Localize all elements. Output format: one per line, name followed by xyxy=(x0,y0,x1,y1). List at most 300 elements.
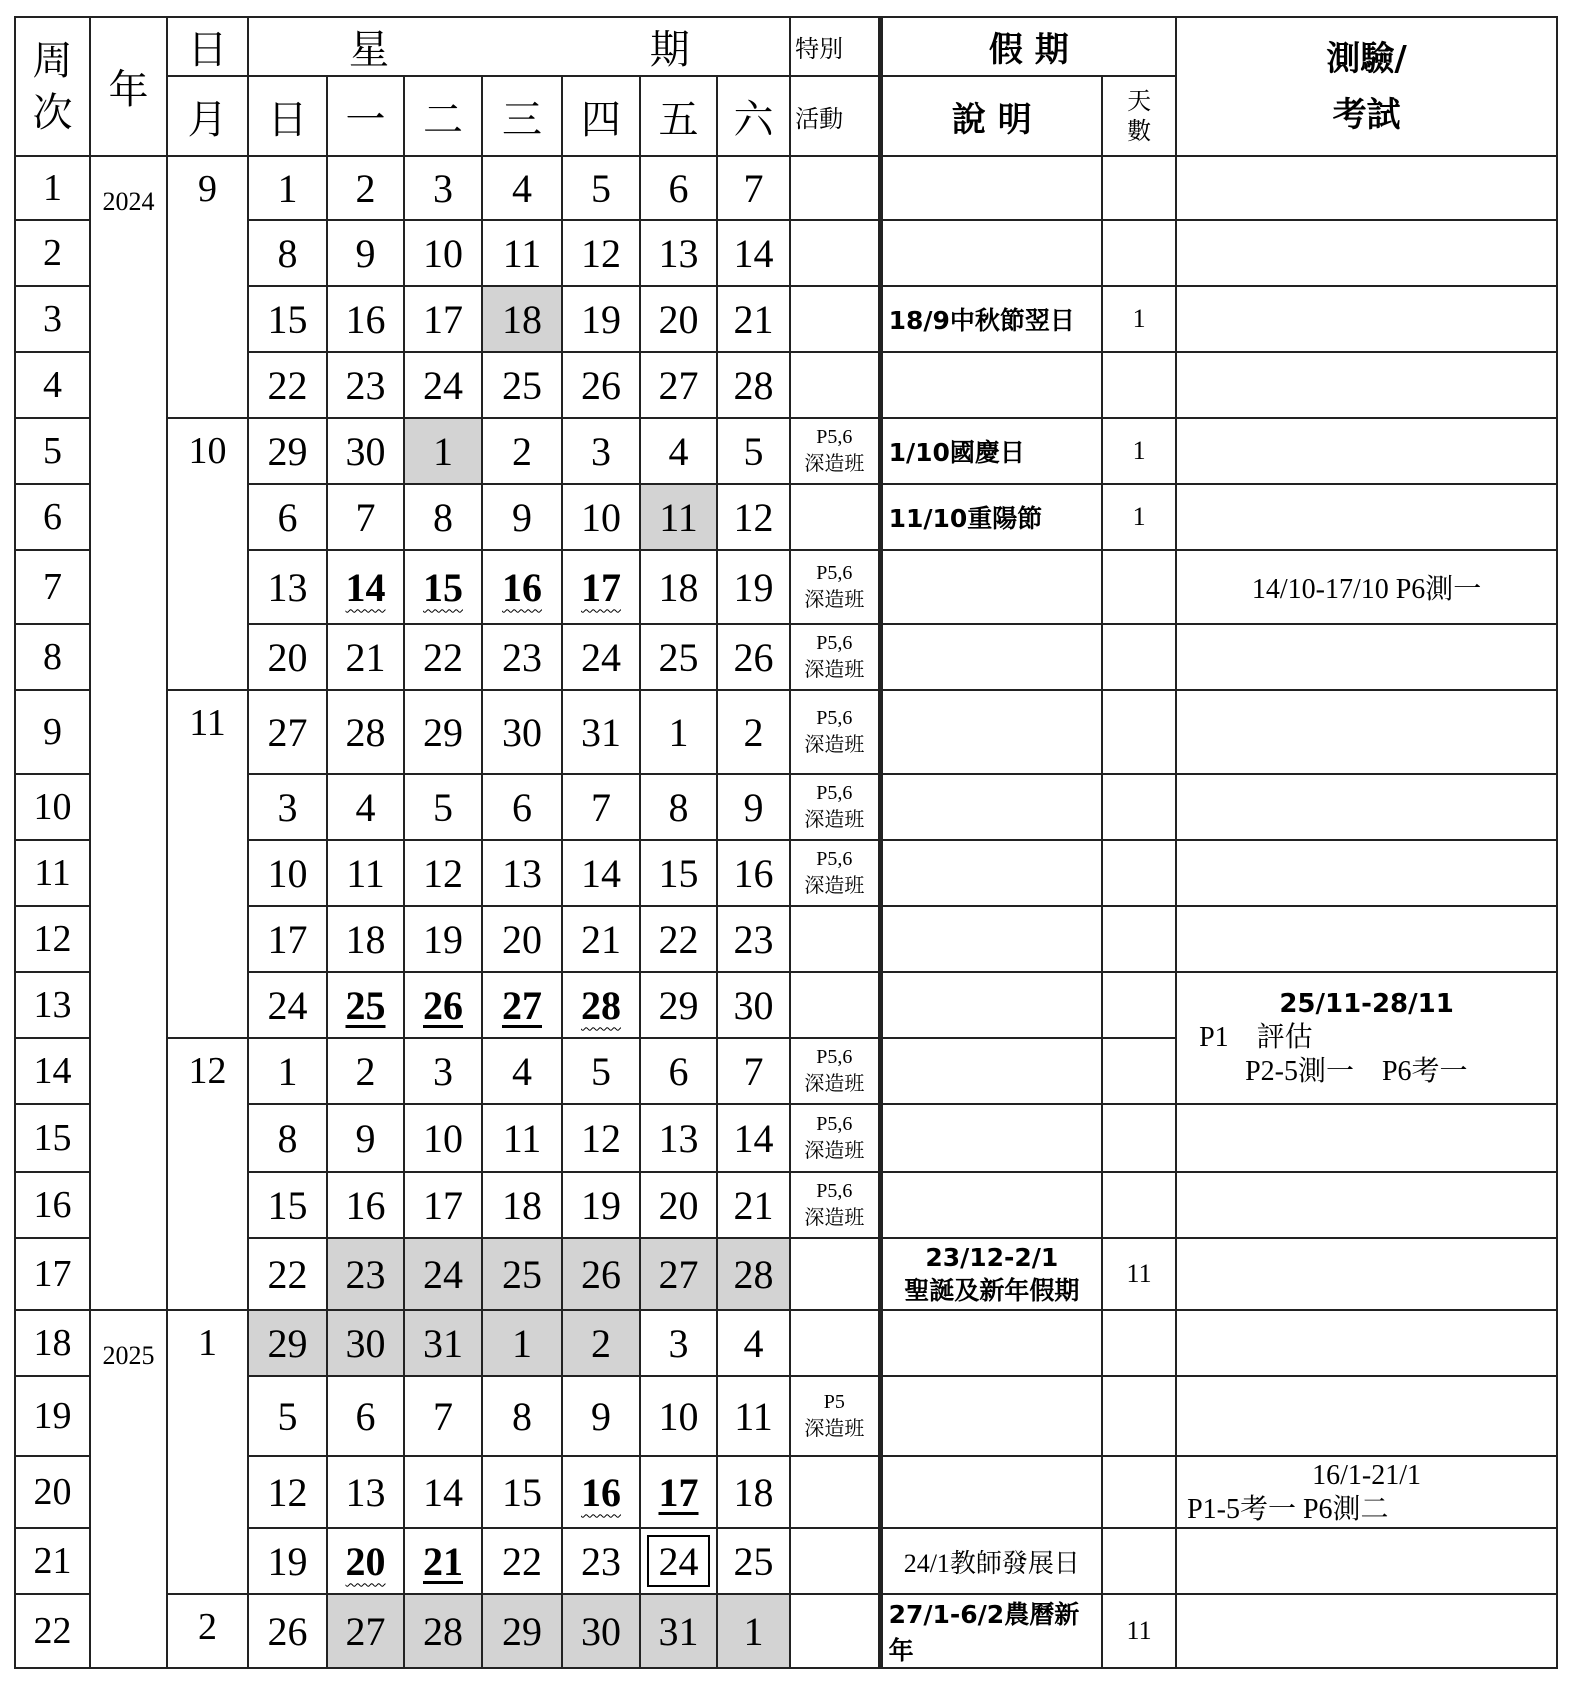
day-number: 17 xyxy=(423,1182,463,1228)
week-number: 14 xyxy=(15,1038,90,1104)
day-number: 30 xyxy=(345,1320,386,1366)
day-number: 30 xyxy=(733,982,774,1028)
special-activity-cell xyxy=(790,1594,880,1668)
special-activity-line: 深造班 xyxy=(804,659,865,681)
day-cell xyxy=(482,286,562,352)
special-activity-line: P5 xyxy=(823,1391,845,1413)
special-activity-cell xyxy=(790,418,880,484)
day-number: 24 xyxy=(267,982,308,1028)
day-number: 9 xyxy=(355,230,376,276)
special-activity-line: P5,6 xyxy=(816,632,853,654)
week-number: 12 xyxy=(15,906,90,972)
day-cell xyxy=(482,1038,562,1104)
day-number: 1 xyxy=(743,1608,764,1654)
day-cell xyxy=(717,352,790,418)
holiday-description-cell xyxy=(880,1310,1102,1376)
day-number: 7 xyxy=(433,1393,453,1439)
day-number: 12 xyxy=(581,1115,621,1161)
day-cell xyxy=(640,972,717,1038)
day-number: 5 xyxy=(433,784,453,830)
day-cell xyxy=(482,1310,562,1376)
day-cell xyxy=(640,220,717,286)
day-cell xyxy=(562,1310,640,1376)
day-cell xyxy=(562,352,640,418)
day-cell xyxy=(562,484,640,550)
day-number: 14 xyxy=(345,564,386,610)
special-activity-cell xyxy=(790,1238,880,1310)
day-cell xyxy=(717,840,790,906)
test-cell xyxy=(1176,1528,1557,1594)
day-number: 17 xyxy=(267,916,308,962)
day-number: 14 xyxy=(733,1115,774,1161)
holiday-days-cell: 1 xyxy=(1102,286,1176,352)
day-number: 2 xyxy=(355,1048,376,1094)
day-cell xyxy=(640,484,717,550)
day-cell xyxy=(327,906,404,972)
day-cell xyxy=(717,624,790,690)
week-number: 21 xyxy=(15,1528,90,1594)
day-cell xyxy=(717,1594,790,1668)
holiday-days-cell xyxy=(1102,840,1176,906)
special-activity-line: 深造班 xyxy=(804,1418,865,1440)
week-number: 22 xyxy=(15,1594,90,1668)
day-number: 25 xyxy=(345,982,386,1028)
day-number: 26 xyxy=(267,1608,308,1654)
special-activity-line: 深造班 xyxy=(804,734,865,756)
day-cell xyxy=(482,840,562,906)
holiday-description-cell xyxy=(880,690,1102,774)
day-number: 11 xyxy=(659,494,698,540)
day-cell xyxy=(404,1528,482,1594)
day-cell xyxy=(482,906,562,972)
day-cell xyxy=(248,1038,327,1104)
special-activity-cell xyxy=(790,1038,880,1104)
special-activity-header-line1: 特別 xyxy=(790,17,880,76)
day-number: 29 xyxy=(267,428,308,474)
day-cell xyxy=(327,972,404,1038)
month-cell: 9 xyxy=(167,156,248,418)
day-number: 16 xyxy=(502,564,542,610)
day-cell xyxy=(640,774,717,840)
weekday-thu: 四 xyxy=(562,76,640,156)
holiday-description-cell xyxy=(880,624,1102,690)
day-number: 16 xyxy=(733,850,774,896)
day-cell xyxy=(640,1310,717,1376)
day-number: 5 xyxy=(591,165,611,211)
day-cell xyxy=(404,352,482,418)
week-row xyxy=(15,156,1557,220)
day-number: 18 xyxy=(502,296,542,342)
day-number: 22 xyxy=(658,916,699,962)
holiday-description-cell xyxy=(880,1104,1102,1172)
special-activity-cell xyxy=(790,156,880,220)
day-number: 16 xyxy=(345,296,386,342)
day-cell xyxy=(640,624,717,690)
day-number: 22 xyxy=(502,1538,542,1584)
week-number: 11 xyxy=(15,840,90,906)
day-cell xyxy=(717,1528,790,1594)
day-number: 10 xyxy=(267,850,308,896)
day-number: 12 xyxy=(733,494,774,540)
test-cell xyxy=(1176,1456,1557,1528)
day-cell xyxy=(717,1038,790,1104)
day-cell xyxy=(562,1172,640,1238)
day-cell xyxy=(248,352,327,418)
day-number: 18 xyxy=(345,916,386,962)
test-header-line1: 測驗/ xyxy=(1326,38,1407,79)
month-header: 月 xyxy=(167,76,248,156)
day-cell xyxy=(327,352,404,418)
special-activity-line: 深造班 xyxy=(804,875,865,897)
test-cell xyxy=(1176,1594,1557,1668)
day-cell xyxy=(404,1238,482,1310)
day-number: 26 xyxy=(581,1251,621,1297)
holiday-days-cell xyxy=(1102,906,1176,972)
holiday-description-cell xyxy=(880,220,1102,286)
holiday-description-cell: 27/1-6/2農曆新年 xyxy=(880,1594,1102,1668)
week-number: 6 xyxy=(15,484,90,550)
week-number: 5 xyxy=(15,418,90,484)
day-number: 6 xyxy=(355,1393,376,1439)
holiday-description-cell xyxy=(880,352,1102,418)
day-cell xyxy=(640,690,717,774)
day-cell xyxy=(562,1594,640,1668)
day-cell xyxy=(482,1172,562,1238)
day-number: 4 xyxy=(512,1048,532,1094)
holiday-description-cell xyxy=(880,840,1102,906)
day-cell xyxy=(248,1238,327,1310)
month-cell: 1 xyxy=(167,1310,248,1594)
test-cell xyxy=(1176,1172,1557,1238)
holiday-days-cell xyxy=(1102,774,1176,840)
day-cell xyxy=(248,286,327,352)
day-cell xyxy=(562,1038,640,1104)
test-cell xyxy=(1176,286,1557,352)
day-cell xyxy=(404,690,482,774)
day-cell xyxy=(482,1594,562,1668)
holiday-description-cell xyxy=(880,550,1102,624)
week-number: 17 xyxy=(15,1238,90,1310)
day-number: 4 xyxy=(355,784,376,830)
week-number: 1 xyxy=(15,156,90,220)
day-number: 20 xyxy=(502,916,542,962)
special-activity-cell xyxy=(790,624,880,690)
year-cell: 2024 xyxy=(90,156,167,1310)
day-number: 7 xyxy=(743,1048,764,1094)
day-cell xyxy=(404,286,482,352)
day-number: 30 xyxy=(502,709,542,755)
day-number: 8 xyxy=(277,230,298,276)
holiday-description-cell: 11/10重陽節 xyxy=(880,484,1102,550)
day-number: 16 xyxy=(345,1182,386,1228)
holiday-days-cell xyxy=(1102,624,1176,690)
holiday-description-cell xyxy=(880,1238,1102,1310)
day-number: 9 xyxy=(355,1115,376,1161)
day-number: 19 xyxy=(581,296,621,342)
day-cell xyxy=(248,1456,327,1528)
day-cell xyxy=(640,1456,717,1528)
day-cell xyxy=(717,220,790,286)
day-cell xyxy=(717,550,790,624)
day-number: 13 xyxy=(658,1115,699,1161)
day-number: 14 xyxy=(733,230,774,276)
day-number: 1 xyxy=(277,165,298,211)
day-cell xyxy=(404,1594,482,1668)
day-cell xyxy=(482,1376,562,1456)
day-cell xyxy=(327,774,404,840)
day-cell xyxy=(248,774,327,840)
holiday-description-cell xyxy=(880,774,1102,840)
day-cell xyxy=(482,1104,562,1172)
special-activity-line: 深造班 xyxy=(804,1140,865,1162)
special-activity-cell xyxy=(790,220,880,286)
test-line: 16/1-21/1 xyxy=(1312,1460,1422,1491)
day-cell xyxy=(248,1376,327,1456)
test-cell xyxy=(1176,1376,1557,1456)
day-cell xyxy=(562,1104,640,1172)
day-number: 4 xyxy=(668,428,689,474)
week-number: 8 xyxy=(15,624,90,690)
day-cell xyxy=(404,906,482,972)
day-number: 10 xyxy=(423,1115,463,1161)
holiday-days-cell xyxy=(1102,1528,1176,1594)
day-cell xyxy=(562,906,640,972)
day-cell xyxy=(482,690,562,774)
week-number: 18 xyxy=(15,1310,90,1376)
day-number: 21 xyxy=(733,1182,774,1228)
day-number: 31 xyxy=(658,1608,699,1654)
day-cell xyxy=(404,840,482,906)
day-number: 23 xyxy=(502,634,542,680)
day-number: 28 xyxy=(733,1251,774,1297)
day-cell xyxy=(248,418,327,484)
day-cell xyxy=(248,1594,327,1668)
test-line: P1-5考一 P6測二 xyxy=(1187,1494,1389,1525)
day-number: 26 xyxy=(733,634,774,680)
day-cell xyxy=(717,156,790,220)
week-row xyxy=(15,418,1557,484)
day-cell xyxy=(640,1594,717,1668)
day-cell xyxy=(640,1238,717,1310)
day-cell xyxy=(562,840,640,906)
day-number: 25 xyxy=(658,634,699,680)
holiday-days-header-line1: 天 xyxy=(1127,87,1152,115)
day-cell xyxy=(482,774,562,840)
day-number: 3 xyxy=(591,428,611,474)
day-cell xyxy=(717,1376,790,1456)
day-cell xyxy=(482,1238,562,1310)
day-number: 9 xyxy=(512,494,532,540)
day-cell xyxy=(717,1172,790,1238)
month-cell: 10 xyxy=(167,418,248,690)
special-activity-cell xyxy=(790,774,880,840)
calendar-body xyxy=(15,156,1557,1668)
day-number: 7 xyxy=(355,494,376,540)
day-cell xyxy=(404,1038,482,1104)
day-number: 27 xyxy=(658,362,699,408)
day-number: 1 xyxy=(277,1048,298,1094)
day-cell xyxy=(248,624,327,690)
test-header-line2: 考試 xyxy=(1332,94,1401,135)
day-cell xyxy=(404,972,482,1038)
day-number: 27 xyxy=(267,709,308,755)
day-number: 27 xyxy=(345,1608,386,1654)
day-number: 29 xyxy=(423,709,463,755)
day-number: 19 xyxy=(733,564,774,610)
day-cell xyxy=(562,418,640,484)
special-activity-cell xyxy=(790,1376,880,1456)
day-number: 28 xyxy=(581,982,621,1028)
day-cell xyxy=(717,418,790,484)
holiday-description-line: 23/12-2/1 xyxy=(925,1243,1059,1272)
day-cell xyxy=(248,1310,327,1376)
day-cell xyxy=(562,690,640,774)
day-number: 22 xyxy=(267,362,308,408)
week-number: 2 xyxy=(15,220,90,286)
day-cell xyxy=(327,1038,404,1104)
day-number: 5 xyxy=(277,1393,298,1439)
day-number: 17 xyxy=(423,296,463,342)
holiday-days-cell xyxy=(1102,550,1176,624)
test-cell xyxy=(1176,1238,1557,1310)
day-number: 8 xyxy=(668,784,689,830)
day-cell xyxy=(717,972,790,1038)
week-number: 20 xyxy=(15,1456,90,1528)
holiday-days-cell xyxy=(1102,690,1176,774)
test-cell: 14/10-17/10 P6測一 xyxy=(1176,550,1557,624)
day-number: 23 xyxy=(345,1251,386,1297)
day-number: 5 xyxy=(743,428,764,474)
holiday-description-line: 聖誕及新年假期 xyxy=(904,1276,1080,1305)
special-activity-header-line2: 活動 xyxy=(790,76,880,156)
day-cell xyxy=(717,1456,790,1528)
special-activity-cell xyxy=(790,352,880,418)
day-cell xyxy=(640,418,717,484)
day-cell xyxy=(640,1038,717,1104)
holiday-description-cell: 1/10國慶日 xyxy=(880,418,1102,484)
test-cell xyxy=(1176,774,1557,840)
day-number: 21 xyxy=(345,634,386,680)
day-number: 26 xyxy=(581,362,621,408)
day-cell xyxy=(562,624,640,690)
test-cell xyxy=(1176,156,1557,220)
day-cell xyxy=(404,1456,482,1528)
day-cell xyxy=(327,1104,404,1172)
day-number: 12 xyxy=(423,850,463,896)
day-cell xyxy=(482,220,562,286)
special-activity-line: P5,6 xyxy=(816,848,853,870)
day-number: 1 xyxy=(512,1320,532,1366)
day-number: 13 xyxy=(345,1469,386,1515)
special-activity-cell xyxy=(790,840,880,906)
day-number: 25 xyxy=(502,362,542,408)
test-cell xyxy=(1176,1310,1557,1376)
day-cell xyxy=(482,418,562,484)
holiday-description-cell xyxy=(880,156,1102,220)
holiday-days-cell xyxy=(1102,972,1176,1038)
special-activity-cell xyxy=(790,1310,880,1376)
special-activity-cell xyxy=(790,1172,880,1238)
day-number: 29 xyxy=(267,1320,308,1366)
week-number: 13 xyxy=(15,972,90,1038)
holiday-days-cell: 11 xyxy=(1102,1238,1176,1310)
week-number: 9 xyxy=(15,690,90,774)
weekday-group-header xyxy=(248,17,790,76)
day-number: 13 xyxy=(502,850,542,896)
day-number: 21 xyxy=(733,296,774,342)
day-number: 19 xyxy=(423,916,463,962)
day-number: 20 xyxy=(658,1182,699,1228)
day-number: 7 xyxy=(591,784,611,830)
special-activity-line: P5,6 xyxy=(816,1180,853,1202)
holiday-days-cell xyxy=(1102,220,1176,286)
special-activity-cell xyxy=(790,972,880,1038)
holiday-days-header-line2: 數 xyxy=(1127,117,1152,145)
day-cell xyxy=(562,774,640,840)
day-cell xyxy=(482,972,562,1038)
month-cell: 12 xyxy=(167,1038,248,1310)
day-cell xyxy=(717,484,790,550)
day-number: 15 xyxy=(267,1182,308,1228)
day-number: 3 xyxy=(277,784,298,830)
day-cell xyxy=(248,972,327,1038)
day-cell xyxy=(482,484,562,550)
holiday-days-header xyxy=(1102,76,1176,156)
xing-char: 星 xyxy=(349,27,389,73)
day-cell xyxy=(482,550,562,624)
day-cell xyxy=(717,286,790,352)
day-number: 16 xyxy=(581,1469,621,1515)
day-cell xyxy=(327,484,404,550)
year-header: 年 xyxy=(90,17,167,156)
day-cell xyxy=(562,972,640,1038)
day-number: 4 xyxy=(743,1320,764,1366)
day-number: 23 xyxy=(581,1538,621,1584)
test-cell xyxy=(1176,352,1557,418)
special-activity-line: P5,6 xyxy=(816,707,853,729)
day-cell xyxy=(640,352,717,418)
day-number: 3 xyxy=(668,1320,689,1366)
week-number: 19 xyxy=(15,1376,90,1456)
day-number: 6 xyxy=(668,165,689,211)
day-number: 2 xyxy=(512,428,532,474)
week-row xyxy=(15,1594,1557,1668)
weekday-wed: 三 xyxy=(482,76,562,156)
day-cell xyxy=(404,1104,482,1172)
holiday-days-cell xyxy=(1102,352,1176,418)
test-cell xyxy=(1176,484,1557,550)
day-number: 26 xyxy=(423,982,463,1028)
month-cell: 2 xyxy=(167,1594,248,1668)
day-cell xyxy=(404,624,482,690)
holiday-description-cell xyxy=(880,1376,1102,1456)
day-cell xyxy=(482,1456,562,1528)
day-cell xyxy=(248,1104,327,1172)
day-number: 11 xyxy=(734,1393,773,1439)
test-cell xyxy=(1176,690,1557,774)
week-number: 16 xyxy=(15,1172,90,1238)
day-cell xyxy=(327,550,404,624)
day-cell xyxy=(562,1238,640,1310)
day-number: 6 xyxy=(512,784,532,830)
day-number: 15 xyxy=(658,850,699,896)
holiday-days-cell: 11 xyxy=(1102,1594,1176,1668)
holiday-days-cell: 1 xyxy=(1102,484,1176,550)
week-number: 10 xyxy=(15,774,90,840)
day-cell xyxy=(562,220,640,286)
test-cell xyxy=(1176,220,1557,286)
day-number: 24 xyxy=(423,362,463,408)
